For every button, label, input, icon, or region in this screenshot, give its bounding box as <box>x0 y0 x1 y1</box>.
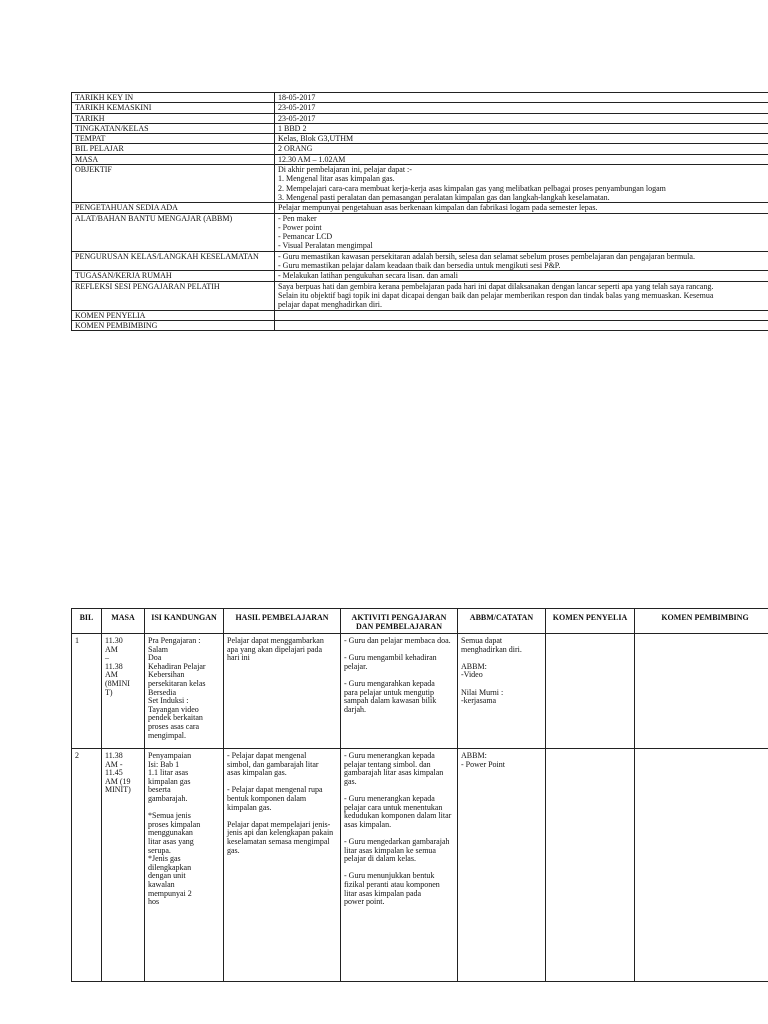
info-row <box>72 93 768 103</box>
plan-cell <box>458 749 546 982</box>
info-value <box>275 251 768 271</box>
info-value-line: 2. Mempelajari cara-cara membuat kerja-kerja asas kimpalan gas yang melibatkan pelbagai proses penyambungan logam <box>278 183 666 193</box>
plan-cell-line: - Guru menunjukkan bentuk <box>344 871 435 881</box>
plan-cell <box>458 634 546 749</box>
plan-header-cell: BIL <box>72 609 102 634</box>
info-value <box>275 103 768 113</box>
plan-cell-line: menghadirkan diri. <box>461 644 522 654</box>
plan-cell-line: gas. <box>344 776 357 786</box>
plan-header-cell: ISI KANDUNGAN <box>145 609 224 634</box>
plan-cell-line: T) <box>105 687 113 697</box>
plan-cell-line: asas kimpalan gas. <box>227 768 287 778</box>
info-label: TUGASAN/KERJA RUMAH <box>72 271 275 281</box>
plan-cell-line <box>549 637 631 646</box>
info-value <box>275 213 768 251</box>
info-value-line: - Visual Peralatan mengimpal <box>278 241 373 251</box>
plan-cell-line: dengan unit <box>148 871 186 881</box>
info-value <box>275 320 768 330</box>
plan-cell-line: pelajar cara untuk menentukan <box>344 802 443 812</box>
info-value-line: 23-05-2017 <box>278 113 316 123</box>
info-label: REFLEKSI SESI PENGAJARAN PELATIH <box>72 281 275 310</box>
info-row <box>72 271 768 281</box>
plan-cell-line: litar asas kimpalan ke semua <box>344 845 436 855</box>
info-label: ALAT/BAHAN BANTU MENGAJAR (ABBM) <box>72 213 275 251</box>
plan-cell-line: Pelajar dapat menggambarkan <box>227 636 324 645</box>
info-label: PENGURUSAN KELAS/LANGKAH KESELAMATAN <box>72 251 275 271</box>
info-value-line: 3. Mengenal pasti peralatan dan pemasangan peralatan kimpalan gas dan langkah-langkah keselamatan. <box>278 192 610 202</box>
plan-cell-line: hari ini <box>227 653 250 663</box>
plan-cell-line: keselamatan semasa mengimpal <box>227 836 330 846</box>
info-value-line: - Guru memastikan pelajar dalam keadaan tbaik dan bersedia untuk mengikuti sesi P&P. <box>278 261 561 271</box>
plan-cell <box>224 749 341 982</box>
plan-row <box>72 634 768 749</box>
plan-cell-line: Tayangan video <box>148 704 199 714</box>
plan-cell-line: proses asas cara <box>148 721 200 731</box>
info-label: KOMEN PEMBIMBING <box>72 320 275 330</box>
plan-cell-line: persekitaran kelas <box>148 678 206 688</box>
plan-cell-line: apa yang akan dipelajari pada <box>227 644 323 654</box>
info-value <box>275 93 768 103</box>
plan-cell <box>341 749 458 982</box>
plan-header-cell: AKTIVITI PENGAJARAN DAN PEMBELAJARAN <box>341 609 458 634</box>
info-value-line: 1. Mengenal litar asas kimpalan gas. <box>278 174 395 184</box>
plan-header-cell: KOMEN PENYELIA <box>546 609 635 634</box>
plan-cell-line: pendek berkaitan <box>148 713 203 723</box>
info-row <box>72 165 768 203</box>
info-value <box>275 203 768 213</box>
plan-cell-line: pelajar di dalam kelas. <box>344 854 416 864</box>
plan-cell-line: MINIT) <box>105 785 131 795</box>
plan-cell-line: darjah. <box>344 704 366 714</box>
plan-cell-line: Isi: Bab 1 <box>148 759 180 769</box>
plan-cell <box>341 634 458 749</box>
plan-cell-line: serupa. <box>148 845 171 855</box>
plan-cell-line: sampah dalam kawasan bilik <box>344 696 437 706</box>
plan-cell <box>72 634 102 749</box>
plan-cell-line: kimpalan gas <box>148 776 191 786</box>
plan-cell-line: kedudukan komponen dalam litar <box>344 811 452 821</box>
info-value <box>275 310 768 320</box>
info-value-line: 23-05-2017 <box>278 103 316 113</box>
plan-cell-line: *Jenis gas <box>148 854 181 864</box>
plan-cell-line <box>549 752 631 761</box>
plan-cell-line: litar asas yang <box>148 836 194 846</box>
plan-row <box>72 749 768 982</box>
plan-cell-line <box>638 637 768 646</box>
plan-cell-line: asas kimpalan. <box>344 819 392 829</box>
info-value <box>275 134 768 144</box>
plan-header-row <box>72 609 768 634</box>
plan-cell-line: Bersedia <box>148 687 176 697</box>
plan-cell-line: gas. <box>227 845 240 855</box>
info-label: OBJEKTIF <box>72 165 275 203</box>
plan-cell-line: 11.45 <box>105 768 123 778</box>
plan-cell-line: fizikal peranti atau komponen <box>344 879 440 889</box>
plan-cell <box>546 749 635 982</box>
plan-cell-line: -Video <box>461 670 483 680</box>
info-value-line: Di akhir pembelajaran ini, pelajar dapat :- <box>278 165 412 175</box>
info-value-line: pelajar dapat menghadirkan diri. <box>278 300 382 310</box>
plan-cell-line: power point. <box>344 897 385 907</box>
info-row <box>72 213 768 251</box>
info-row <box>72 123 768 133</box>
info-label: KOMEN PENYELIA <box>72 310 275 320</box>
plan-cell-line <box>638 752 768 761</box>
plan-cell-line: bentuk komponen dalam <box>227 793 307 803</box>
plan-header-cell: HASIL PEMBELAJARAN <box>224 609 341 634</box>
info-label: MASA <box>72 154 275 164</box>
plan-cell <box>72 749 102 982</box>
info-row <box>72 281 768 310</box>
info-label: TARIKH KEY IN <box>72 93 275 103</box>
plan-cell-line: pelajar. <box>344 661 368 671</box>
info-value-line: 1 BBD 2 <box>278 123 307 133</box>
info-value <box>275 271 768 281</box>
plan-cell-line: litar asas kimpalan pada <box>344 888 422 898</box>
plan-cell-line: AM (19 <box>105 776 131 786</box>
info-label: TARIKH <box>72 113 275 123</box>
info-value-line: - Power point <box>278 222 322 232</box>
info-value <box>275 165 768 203</box>
plan-cell-line: gambarajah. <box>148 793 188 803</box>
plan-cell-line: menggunakan <box>148 828 193 838</box>
info-label: TINGKATAN/KELAS <box>72 123 275 133</box>
info-value <box>275 281 768 310</box>
lesson-info-table <box>71 92 768 331</box>
info-row <box>72 154 768 164</box>
plan-cell-line: 11.38 <box>105 661 123 671</box>
info-row <box>72 251 768 271</box>
plan-cell-line: 11.30 <box>105 636 123 645</box>
plan-cell-line: - Guru dan pelajar membaca doa. <box>344 636 451 645</box>
info-label: TARIKH KEMASKINI <box>72 103 275 113</box>
plan-cell-line: kawalan <box>148 879 175 889</box>
info-value-line: - Guru memastikan kawasan persekitaran adalah bersih, selesa dan selamat sebelum proses pembelajaran dan pengajaran bermula. <box>278 251 695 261</box>
info-label: TEMPAT <box>72 134 275 144</box>
plan-cell-line: proses kimpalan <box>148 819 201 829</box>
plan-cell-line: jenis api dan kelengkapan pakain <box>227 828 334 838</box>
plan-cell-line: 1.1 litar asas <box>148 768 189 778</box>
plan-cell-line: Penyampaian <box>148 751 192 760</box>
info-value <box>275 123 768 133</box>
info-value-line: 2 ORANG <box>278 144 313 154</box>
plan-cell-line: ABBM: <box>461 661 487 671</box>
plan-cell-line: AM - <box>105 759 123 769</box>
info-value <box>275 154 768 164</box>
plan-cell-line: AM <box>105 670 118 680</box>
plan-cell-line: Doa <box>148 653 162 663</box>
plan-cell-line: – <box>105 653 109 663</box>
plan-cell-line: Pelajar dapat mempelajari jenis- <box>227 819 331 829</box>
info-value-line: Kelas, Blok G3,UTHM <box>278 134 354 144</box>
plan-cell-line: - Guru menerangkan kepada <box>344 793 435 803</box>
plan-cell-line: 1 <box>75 636 79 645</box>
plan-cell-line: (8MINI <box>105 678 130 688</box>
plan-cell <box>145 749 224 982</box>
info-value-line: 12.30 AM – 1.02AM <box>278 154 346 164</box>
info-value-line: - Pen maker <box>278 213 317 223</box>
info-row <box>72 134 768 144</box>
info-value-line: - Pemancar LCD <box>278 232 333 242</box>
info-row <box>72 113 768 123</box>
info-row <box>72 144 768 154</box>
info-value-line: Saya berpuas hati dan gembira kerana pembelajaran pada hari ini dapat dilaksanakan dengan lancar seperti apa yang telah saya rancang. <box>278 281 714 291</box>
plan-cell-line: para pelajar untuk mengutip <box>344 687 434 697</box>
plan-cell-line: dilengkapkan <box>148 862 192 872</box>
plan-cell-line: Pra Pengajaran : <box>148 636 201 645</box>
plan-cell-line: - Pelajar dapat mengenal <box>227 751 307 760</box>
plan-cell <box>546 634 635 749</box>
info-value-line: Pelajar mempunyai pengetahuan asas berkenaan kimpalan dan fabrikasi logam pada semester lepas. <box>278 203 598 213</box>
info-value-line <box>278 311 768 320</box>
info-value-line: Selain itu objektif bagi topik ini dapat dicapai dengan baik dan pelajar memberikan respon dan tindak balas yang memuaskan. Kesemua <box>278 290 714 300</box>
info-row <box>72 320 768 330</box>
info-value-line: - Melakukan latihan pengukuhan secara lisan. dan amali <box>278 271 458 281</box>
plan-header-cell: ABBM/CATATAN <box>458 609 546 634</box>
plan-cell <box>102 749 145 982</box>
plan-cell-line: Nilai Murni : <box>461 687 504 697</box>
plan-cell-line: ABBM: <box>461 751 487 760</box>
info-row <box>72 310 768 320</box>
plan-cell-line: - Guru mengarahkan kepada <box>344 678 435 688</box>
plan-cell-line: -kerjasama <box>461 696 497 706</box>
plan-cell-line: pelajar tentang simbol. dan <box>344 759 431 769</box>
plan-cell <box>635 634 768 749</box>
plan-cell <box>635 749 768 982</box>
plan-cell <box>224 634 341 749</box>
info-row <box>72 103 768 113</box>
info-value <box>275 144 768 154</box>
plan-cell-line: 2 <box>75 751 79 760</box>
plan-cell-line: AM <box>105 644 118 654</box>
info-value-line: 18-05-2017 <box>278 93 316 102</box>
plan-cell <box>145 634 224 749</box>
info-value <box>275 113 768 123</box>
plan-cell-line: *Semua jenis <box>148 811 191 821</box>
plan-cell-line: hos <box>148 897 160 907</box>
plan-cell-line: - Pelajar dapat mengenal rupa <box>227 785 323 795</box>
plan-cell-line: - Guru mengedarkan gambarajah <box>344 836 450 846</box>
info-value-line <box>278 321 768 330</box>
info-label: BIL PELAJAR <box>72 144 275 154</box>
plan-cell-line: Set Induksi : <box>148 696 189 706</box>
plan-header-cell: MASA <box>102 609 145 634</box>
plan-cell <box>102 634 145 749</box>
info-label: PENGETAHUAN SEDIA ADA <box>72 203 275 213</box>
plan-cell-line: kimpalan gas. <box>227 802 272 812</box>
plan-cell-line: gambarajah litar asas kimpalan <box>344 768 444 778</box>
plan-cell-line: mempunyai 2 <box>148 888 192 898</box>
plan-cell-line: simbol, dan gambarajah litar <box>227 759 319 769</box>
plan-cell-line: - Guru mengambil kehadiran <box>344 653 437 663</box>
plan-header-cell: KOMEN PEMBIMBING <box>635 609 768 634</box>
plan-cell-line: Salam <box>148 644 168 654</box>
plan-cell-line: 11.38 <box>105 751 123 760</box>
plan-cell-line: Kebersihan <box>148 670 185 680</box>
plan-cell-line: - Power Point <box>461 759 505 769</box>
lesson-plan-table <box>71 608 768 982</box>
plan-cell-line: Semua dapat <box>461 636 503 645</box>
plan-cell-line: beserta <box>148 785 171 795</box>
plan-cell-line: Kehadiran Pelajar <box>148 661 206 671</box>
plan-cell-line: mengimpal. <box>148 730 186 740</box>
info-row <box>72 203 768 213</box>
plan-cell-line: - Guru menerangkan kepada <box>344 751 435 760</box>
